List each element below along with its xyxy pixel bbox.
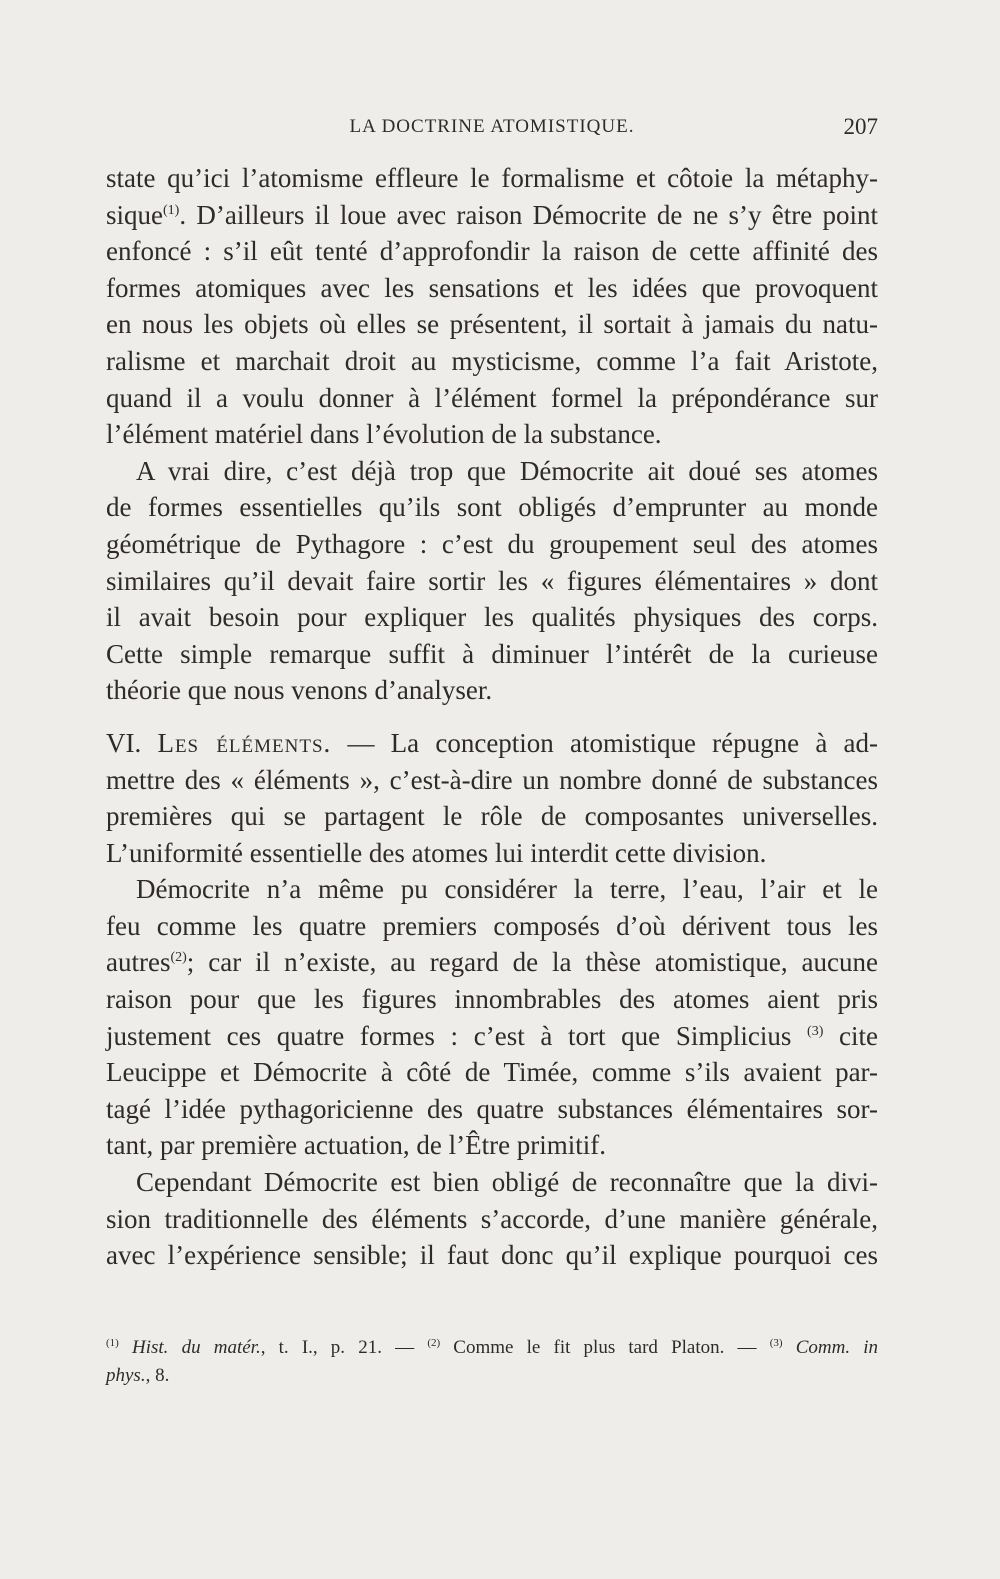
text-line: raison pour que les figures innombrables des atomes aient pris <box>106 984 878 1015</box>
text-line: sion traditionnelle des éléments s’accorde, d’une manière générale, <box>106 1203 878 1234</box>
text-line: géométrique de Pythagore : c’est du groupement seul des atomes <box>106 528 878 559</box>
text-line: feu comme les quatre premiers composés d’où dérivent tous les <box>106 910 878 941</box>
text-line: autres$^{(2)}$; car il n’existe, au regard de la thèse atomistique, aucune <box>106 947 878 978</box>
page-header <box>106 112 878 142</box>
text-line: tant, par première actuation, de l’Être primitif. <box>106 1130 607 1161</box>
text-line: Leucippe et Démocrite à côté de Timée, comme s’ils avaient par- <box>106 1057 878 1088</box>
text-line: sique$^{(1)}$. D’ailleurs il loue avec raison Démocrite de ne s’y être point <box>106 199 878 230</box>
text-line: de formes essentielles qu’ils sont obligés d’emprunter au monde <box>106 492 878 523</box>
footnote-ref: (1) <box>163 202 180 218</box>
footnotes <box>106 1334 878 1390</box>
text-line: enfoncé : s’il eût tenté d’approfondir la raison de cette affinité des <box>106 236 878 267</box>
text-line: similaires qu’il devait faire sortir les « figures élémentaires » dont <box>106 565 878 596</box>
text-line: Cependant Démocrite est bien obligé de reconnaître que la divi- <box>136 1167 878 1198</box>
text-line: justement ces quatre formes : c’est à tort que Simplicius $^{(3)}$ cite <box>106 1020 879 1051</box>
text-line: tagé l’idée pythagoricienne des quatre substances élémentaires sor- <box>106 1093 878 1124</box>
page-number: 207 <box>843 114 878 139</box>
footnote-ref: (2) <box>170 950 187 966</box>
text-line: L’uniformité essentielle des atomes lui interdit cette division. <box>106 837 767 868</box>
text-line: il avait besoin pour expliquer les qualités physiques des corps. <box>106 602 878 633</box>
text-line: Cette simple remarque suffit à diminuer l’intérêt de la curieuse <box>106 638 878 669</box>
text-line: state qu’ici l’atomisme effleure le formalisme et côtoie la métaphy- <box>106 163 878 193</box>
section-title: Les éléments. <box>157 727 332 758</box>
footnote-citation: Comm. in <box>795 1337 879 1358</box>
text-line: avec l’expérience sensible; il faut donc qu’il explique pourquoi ces <box>106 1240 878 1271</box>
footnote-citation: phys. <box>106 1365 146 1386</box>
text-line: en nous les objets où elles se présentent, il sortait à jamais du natu- <box>106 309 878 340</box>
text-line: premières qui se partagent le rôle de composantes universelles. <box>106 801 878 832</box>
section-number: VI. <box>106 727 142 758</box>
text-line: formes atomiques avec les sensations et les idées que provoquent <box>106 272 878 303</box>
text-line: théorie que nous venons d’analyser. <box>106 675 493 706</box>
text-line: mettre des « éléments », c’est-à-dire un nombre donné de substances <box>106 764 878 795</box>
footnote-ref: (3) <box>807 1023 824 1039</box>
text-line: l’élément matériel dans l’évolution de la substance. <box>106 419 662 450</box>
running-title: LA DOCTRINE ATOMISTIQUE. <box>349 116 635 137</box>
text-line: Démocrite n’a même pu considérer la terre, l’eau, l’air et le <box>136 874 878 905</box>
footnote-line: phys., 8. <box>106 1365 170 1386</box>
text-line: ralisme et marchait droit au mysticisme, comme l’a fait Aristote, <box>106 345 878 376</box>
text-line: A vrai dire, c’est déjà trop que Démocrite ait doué ses atomes <box>136 455 878 486</box>
text-line: quand il a voulu donner à l’élément formel la prépondérance sur <box>106 382 878 413</box>
section-heading-line: VI. Les éléments. — La conception atomistique répugne à ad- <box>106 727 878 758</box>
main-text <box>106 160 878 1274</box>
footnote-citation: Hist. du matér. <box>132 1337 261 1358</box>
footnote-line: $^{(1)}$ Hist. du matér., t. I., p. 21. — $^{(2)}$ Comme le fit plus tard Platon. — $^{(3)}$ Comm. in <box>106 1337 879 1358</box>
